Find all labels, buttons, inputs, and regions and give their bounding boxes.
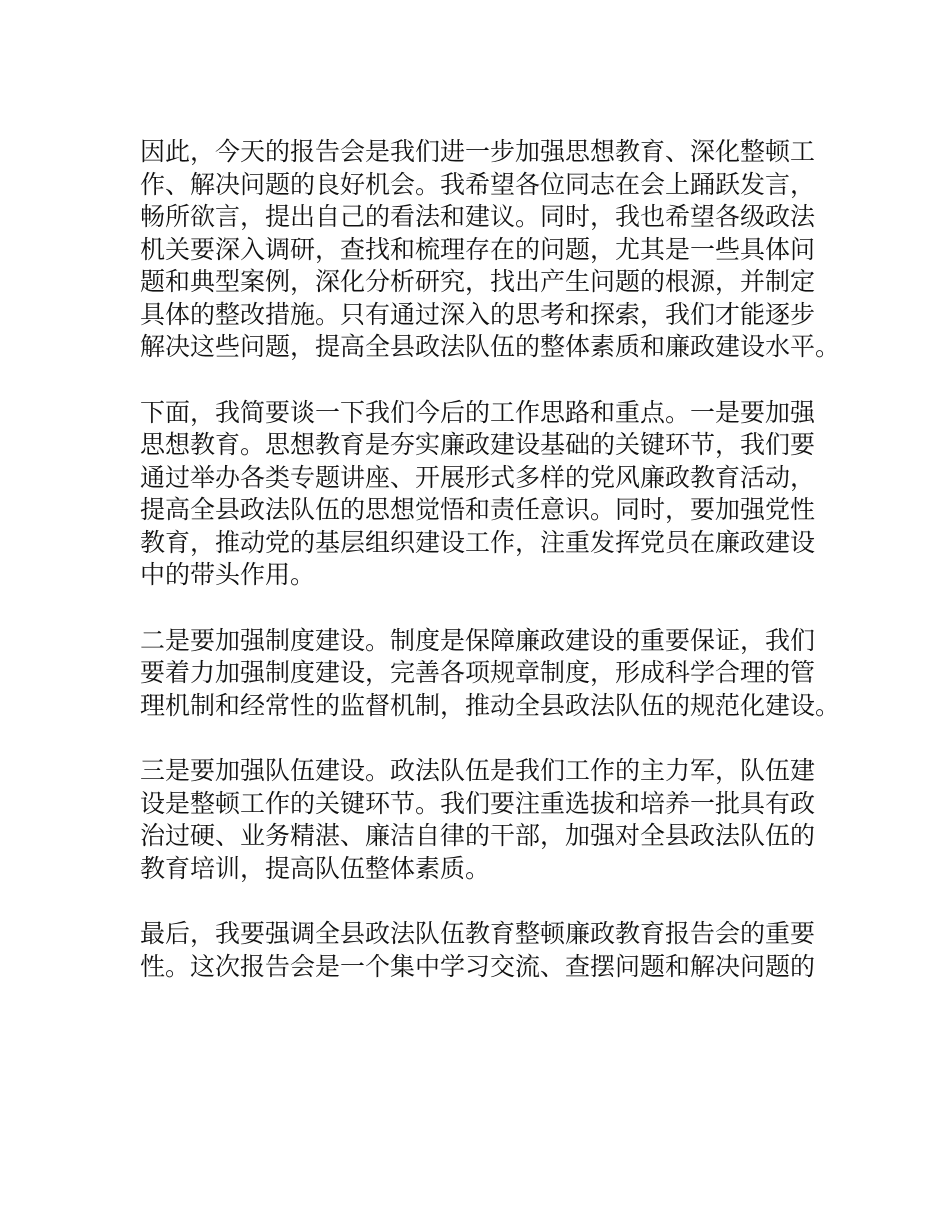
- text-line: 作、解决问题的良好机会。我希望各位同志在会上踊跃发言，: [140, 169, 816, 199]
- paragraph-2: [140, 397, 830, 592]
- text-line: 教育培训，提高队伍整体素质。: [140, 853, 491, 883]
- text-line: 设是整顿工作的关键环节。我们要注重选拔和培养一批具有政: [140, 788, 816, 818]
- text-line: 具体的整改措施。只有通过深入的思考和探索，我们才能逐步: [140, 299, 816, 329]
- text-line: 机关要深入调研，查找和梳理存在的问题，尤其是一些具体问: [140, 234, 816, 264]
- text-line: 最后，我要强调全县政法队伍教育整顿廉政教育报告会的重要: [140, 919, 816, 948]
- text-line: 解决这些问题，提高全县政法队伍的整体素质和廉政建设水平。: [140, 332, 841, 361]
- text-line: 畅所欲言，提出自己的看法和建议。同时，我也希望各级政法: [140, 202, 816, 231]
- text-line: 治过硬、业务精湛、廉洁自律的干部，加强对全县政法队伍的: [140, 821, 816, 850]
- text-line: 教育，推动党的基层组织建设工作，注重发挥党员在廉政建设: [140, 527, 816, 557]
- text-line: 通过举办各类专题讲座、开展形式多样的党风廉政教育活动，: [140, 462, 816, 492]
- text-line: 性。这次报告会是一个集中学习交流、查摆问题和解决问题的: [140, 951, 816, 981]
- paragraph-3: [140, 625, 841, 723]
- text-line: 要着力加强制度建设，完善各项规章制度，形成科学合理的管: [140, 658, 816, 687]
- document-body: [140, 136, 841, 1016]
- paragraph-4: [140, 755, 830, 885]
- text-line: 因此，今天的报告会是我们进一步加强思想教育、深化整顿工: [140, 137, 816, 166]
- text-line: 题和典型案例，深化分析研究，找出产生问题的根源，并制定: [140, 267, 816, 296]
- text-line: 理机制和经常性的监督机制，推动全县政法队伍的规范化建设。: [140, 690, 841, 720]
- text-line: 二是要加强制度建设。制度是保障廉政建设的重要保证，我们: [140, 625, 816, 655]
- text-line: 中的带头作用。: [140, 560, 316, 589]
- text-line: 三是要加强队伍建设。政法队伍是我们工作的主力军，队伍建: [140, 756, 816, 785]
- paragraph-1: [140, 136, 841, 364]
- paragraph-5: [140, 918, 830, 983]
- text-line: 下面，我简要谈一下我们今后的工作思路和重点。一是要加强: [140, 397, 816, 427]
- text-line: 提高全县政法队伍的思想觉悟和责任意识。同时，要加强党性: [140, 495, 816, 524]
- text-line: 思想教育。思想教育是夯实廉政建设基础的关键环节，我们要: [140, 430, 816, 459]
